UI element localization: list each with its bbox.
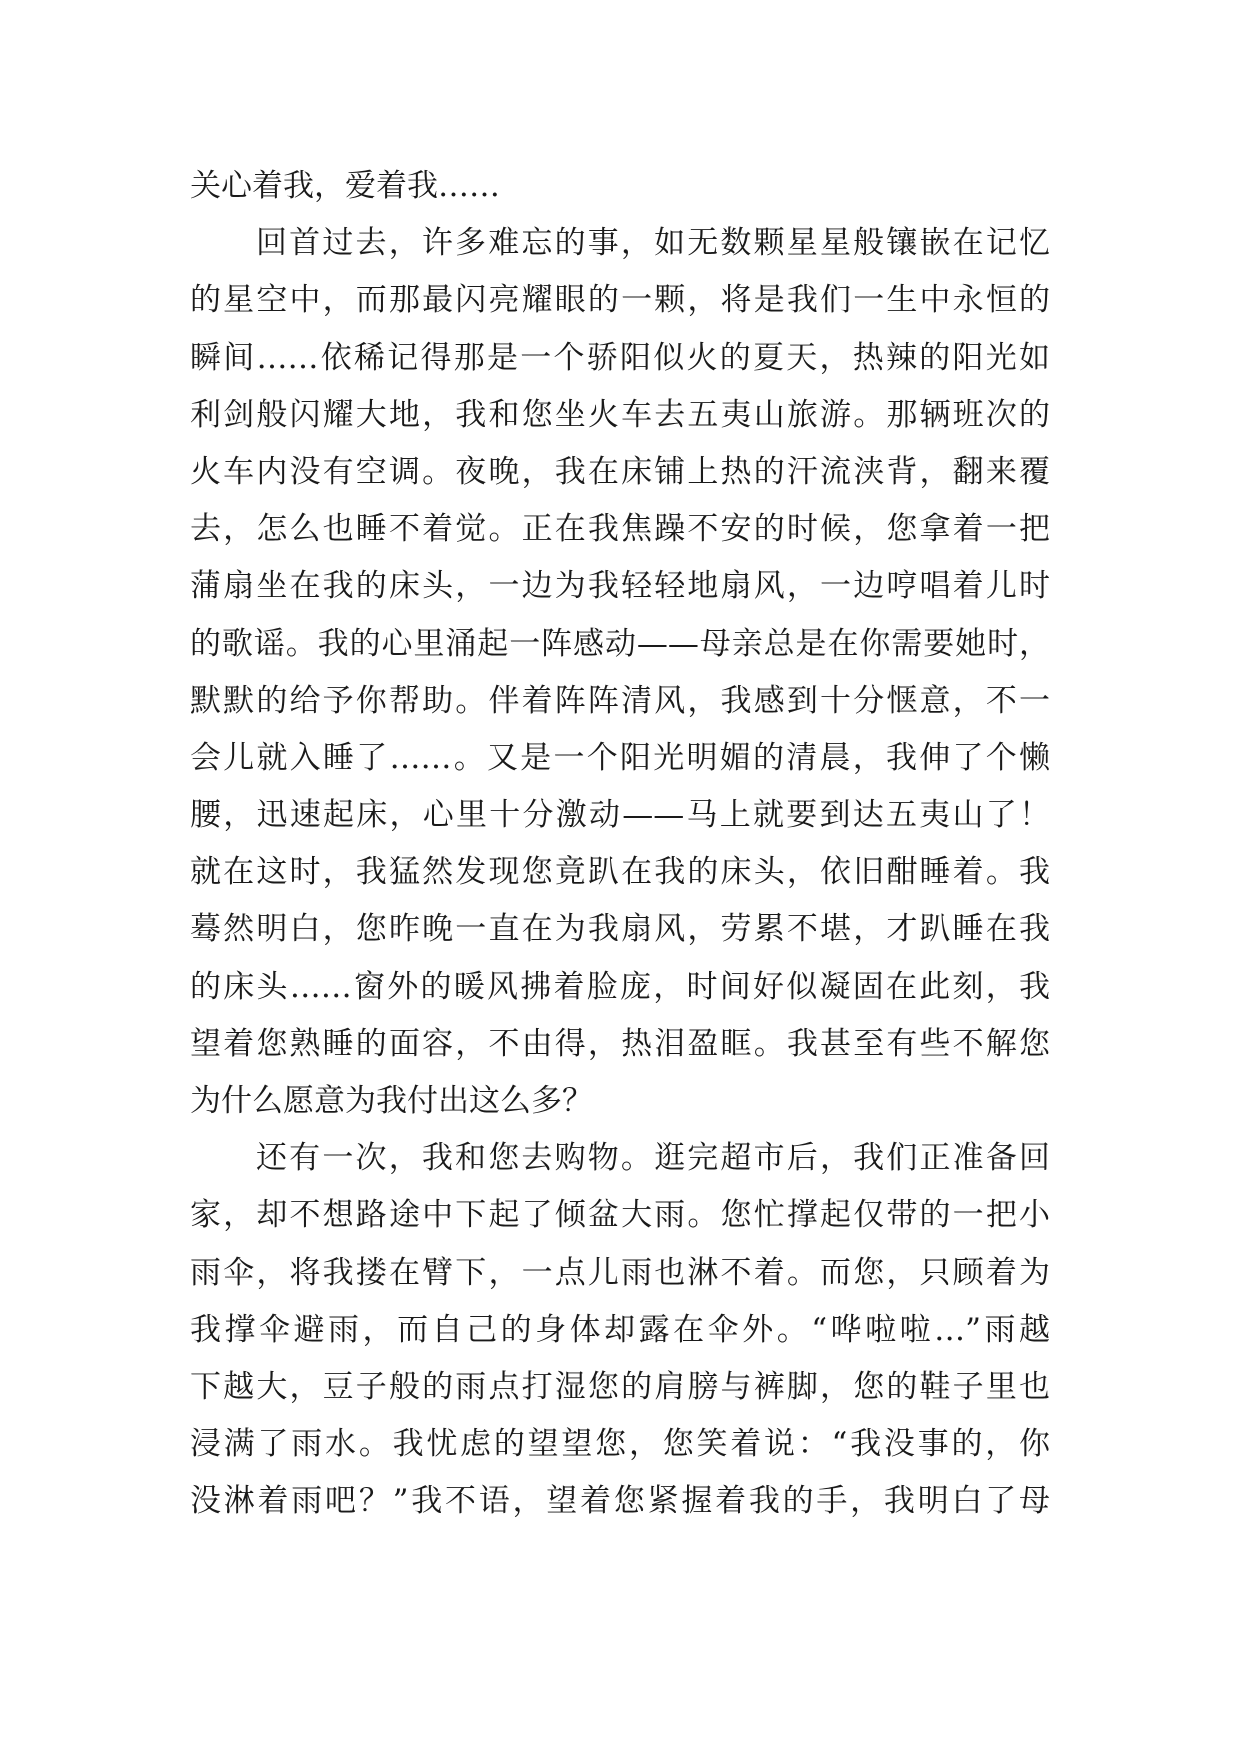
essay-text — [190, 158, 1050, 1531]
text-line: 望着您熟睡的面容，不由得，热泪盈眶。我甚至有些不解您 — [190, 1025, 1050, 1062]
text-line: 雨伞，将我搂在臂下，一点儿雨也淋不着。而您，只顾着为 — [190, 1254, 1050, 1291]
text-line: 瞬间……依稀记得那是一个骄阳似火的夏天，热辣的阳光如 — [190, 339, 1050, 376]
text-line: 关心着我，爱着我…… — [190, 168, 500, 204]
text-line: 家，却不想路途中下起了倾盆大雨。您忙撑起仅带的一把小 — [190, 1197, 1050, 1234]
text-line: 蓦然明白，您昨晚一直在为我扇风，劳累不堪，才趴睡在我 — [190, 911, 1050, 948]
text-line: 下越大，豆子般的雨点打湿您的肩膀与裤脚，您的鞋子里也 — [190, 1368, 1050, 1405]
text-line: 的星空中，而那最闪亮耀眼的一颗，将是我们一生中永恒的 — [190, 282, 1050, 319]
text-line: 会儿就入睡了……。又是一个阳光明媚的清晨，我伸了个懒 — [190, 739, 1050, 776]
text-line: 默默的给予你帮助。伴着阵阵清风，我感到十分惬意，不一 — [190, 682, 1050, 719]
paragraph-first-line: 回首过去，许多难忘的事，如无数颗星星般镶嵌在记忆 — [256, 225, 1050, 262]
text-line: 利剑般闪耀大地，我和您坐火车去五夷山旅游。那辆班次的 — [190, 396, 1050, 433]
text-line: 的床头……窗外的暖风拂着脸庞，时间好似凝固在此刻，我 — [190, 968, 1050, 1005]
text-line: 腰，迅速起床，心里十分激动——马上就要到达五夷山了！ — [190, 797, 1050, 834]
text-line: 蒲扇坐在我的床头，一边为我轻轻地扇风，一边哼唱着儿时 — [190, 568, 1050, 605]
text-line: 的歌谣。我的心里涌起一阵感动——母亲总是在你需要她时， — [190, 625, 1050, 662]
text-line: 去，怎么也睡不着觉。正在我焦躁不安的时候，您拿着一把 — [190, 511, 1050, 548]
text-line: 就在这时，我猛然发现您竟趴在我的床头，依旧酣睡着。我 — [190, 854, 1050, 891]
text-line: 我撑伞避雨，而自己的身体却露在伞外。“哗啦啦…”雨越 — [190, 1311, 1050, 1348]
text-line: 浸满了雨水。我忧虑的望望您，您笑着说：“我没事的，你 — [190, 1426, 1050, 1463]
paragraph-first-line: 还有一次，我和您去购物。逛完超市后，我们正准备回 — [256, 1140, 1050, 1177]
text-line: 火车内没有空调。夜晚，我在床铺上热的汗流浃背，翻来覆 — [190, 453, 1050, 490]
text-line: 没淋着雨吧？”我不语，望着您紧握着我的手，我明白了母 — [190, 1483, 1050, 1520]
text-line: 为什么愿意为我付出这么多？ — [190, 1083, 593, 1119]
